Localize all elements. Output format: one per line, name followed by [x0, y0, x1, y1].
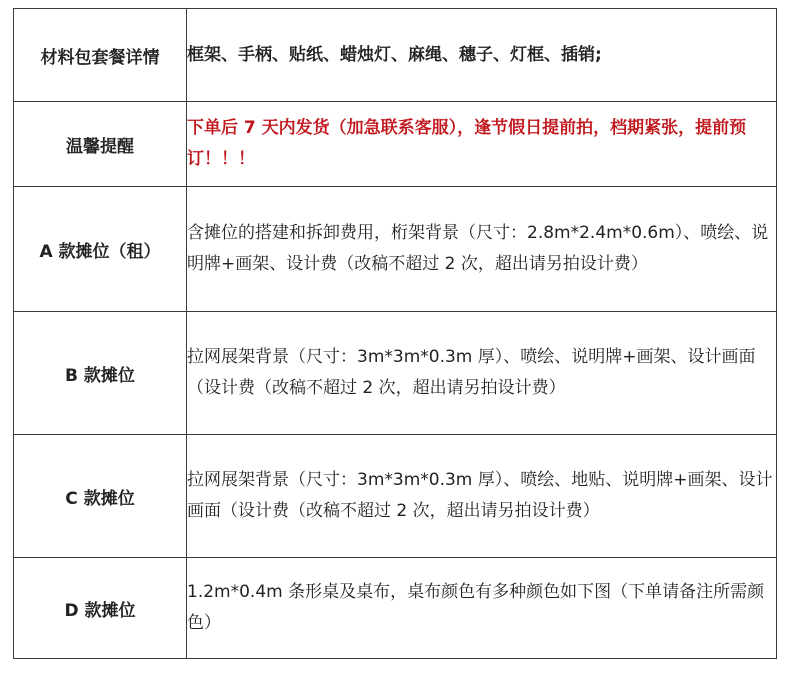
- table-row-booth-d: [14, 558, 777, 659]
- table-row-reminder: [14, 102, 777, 187]
- row-label: D 款摊位: [14, 558, 187, 659]
- row-value: 1.2m*0.4m 条形桌及桌布，桌布颜色有多种颜色如下图（下单请备注所需颜色）: [187, 558, 777, 659]
- row-label: 材料包套餐详情: [14, 9, 187, 102]
- row-value: 含摊位的搭建和拆卸费用，桁架背景（尺寸：2.8m*2.4m*0.6m）、喷绘、说明牌+画架、设计费（改稿不超过 2 次，超出请另拍设计费）: [187, 187, 777, 312]
- row-label: B 款摊位: [14, 312, 187, 435]
- row-value: 拉网展架背景（尺寸：3m*3m*0.3m 厚）、喷绘、地贴、说明牌+画架、设计画面（设计费（改稿不超过 2 次，超出请另拍设计费）: [187, 435, 777, 558]
- table-row-booth-a: [14, 187, 777, 312]
- row-label: 温馨提醒: [14, 102, 187, 187]
- row-label: C 款摊位: [14, 435, 187, 558]
- table-row-booth-b: [14, 312, 777, 435]
- table-row-package-details: [14, 9, 777, 102]
- warning-text: 下单后 7 天内发货（加急联系客服），逢节假日提前拍，档期紧张，提前预订！！！: [187, 102, 777, 187]
- row-value: 拉网展架背景（尺寸：3m*3m*0.3m 厚）、喷绘、说明牌+画架、设计画面（设计费（改稿不超过 2 次，超出请另拍设计费）: [187, 312, 777, 435]
- table-row-booth-c: [14, 435, 777, 558]
- row-value: 框架、手柄、贴纸、蜡烛灯、麻绳、穗子、灯框、插销;: [187, 9, 777, 102]
- row-label: A 款摊位（租）: [14, 187, 187, 312]
- package-info-table: [13, 8, 777, 659]
